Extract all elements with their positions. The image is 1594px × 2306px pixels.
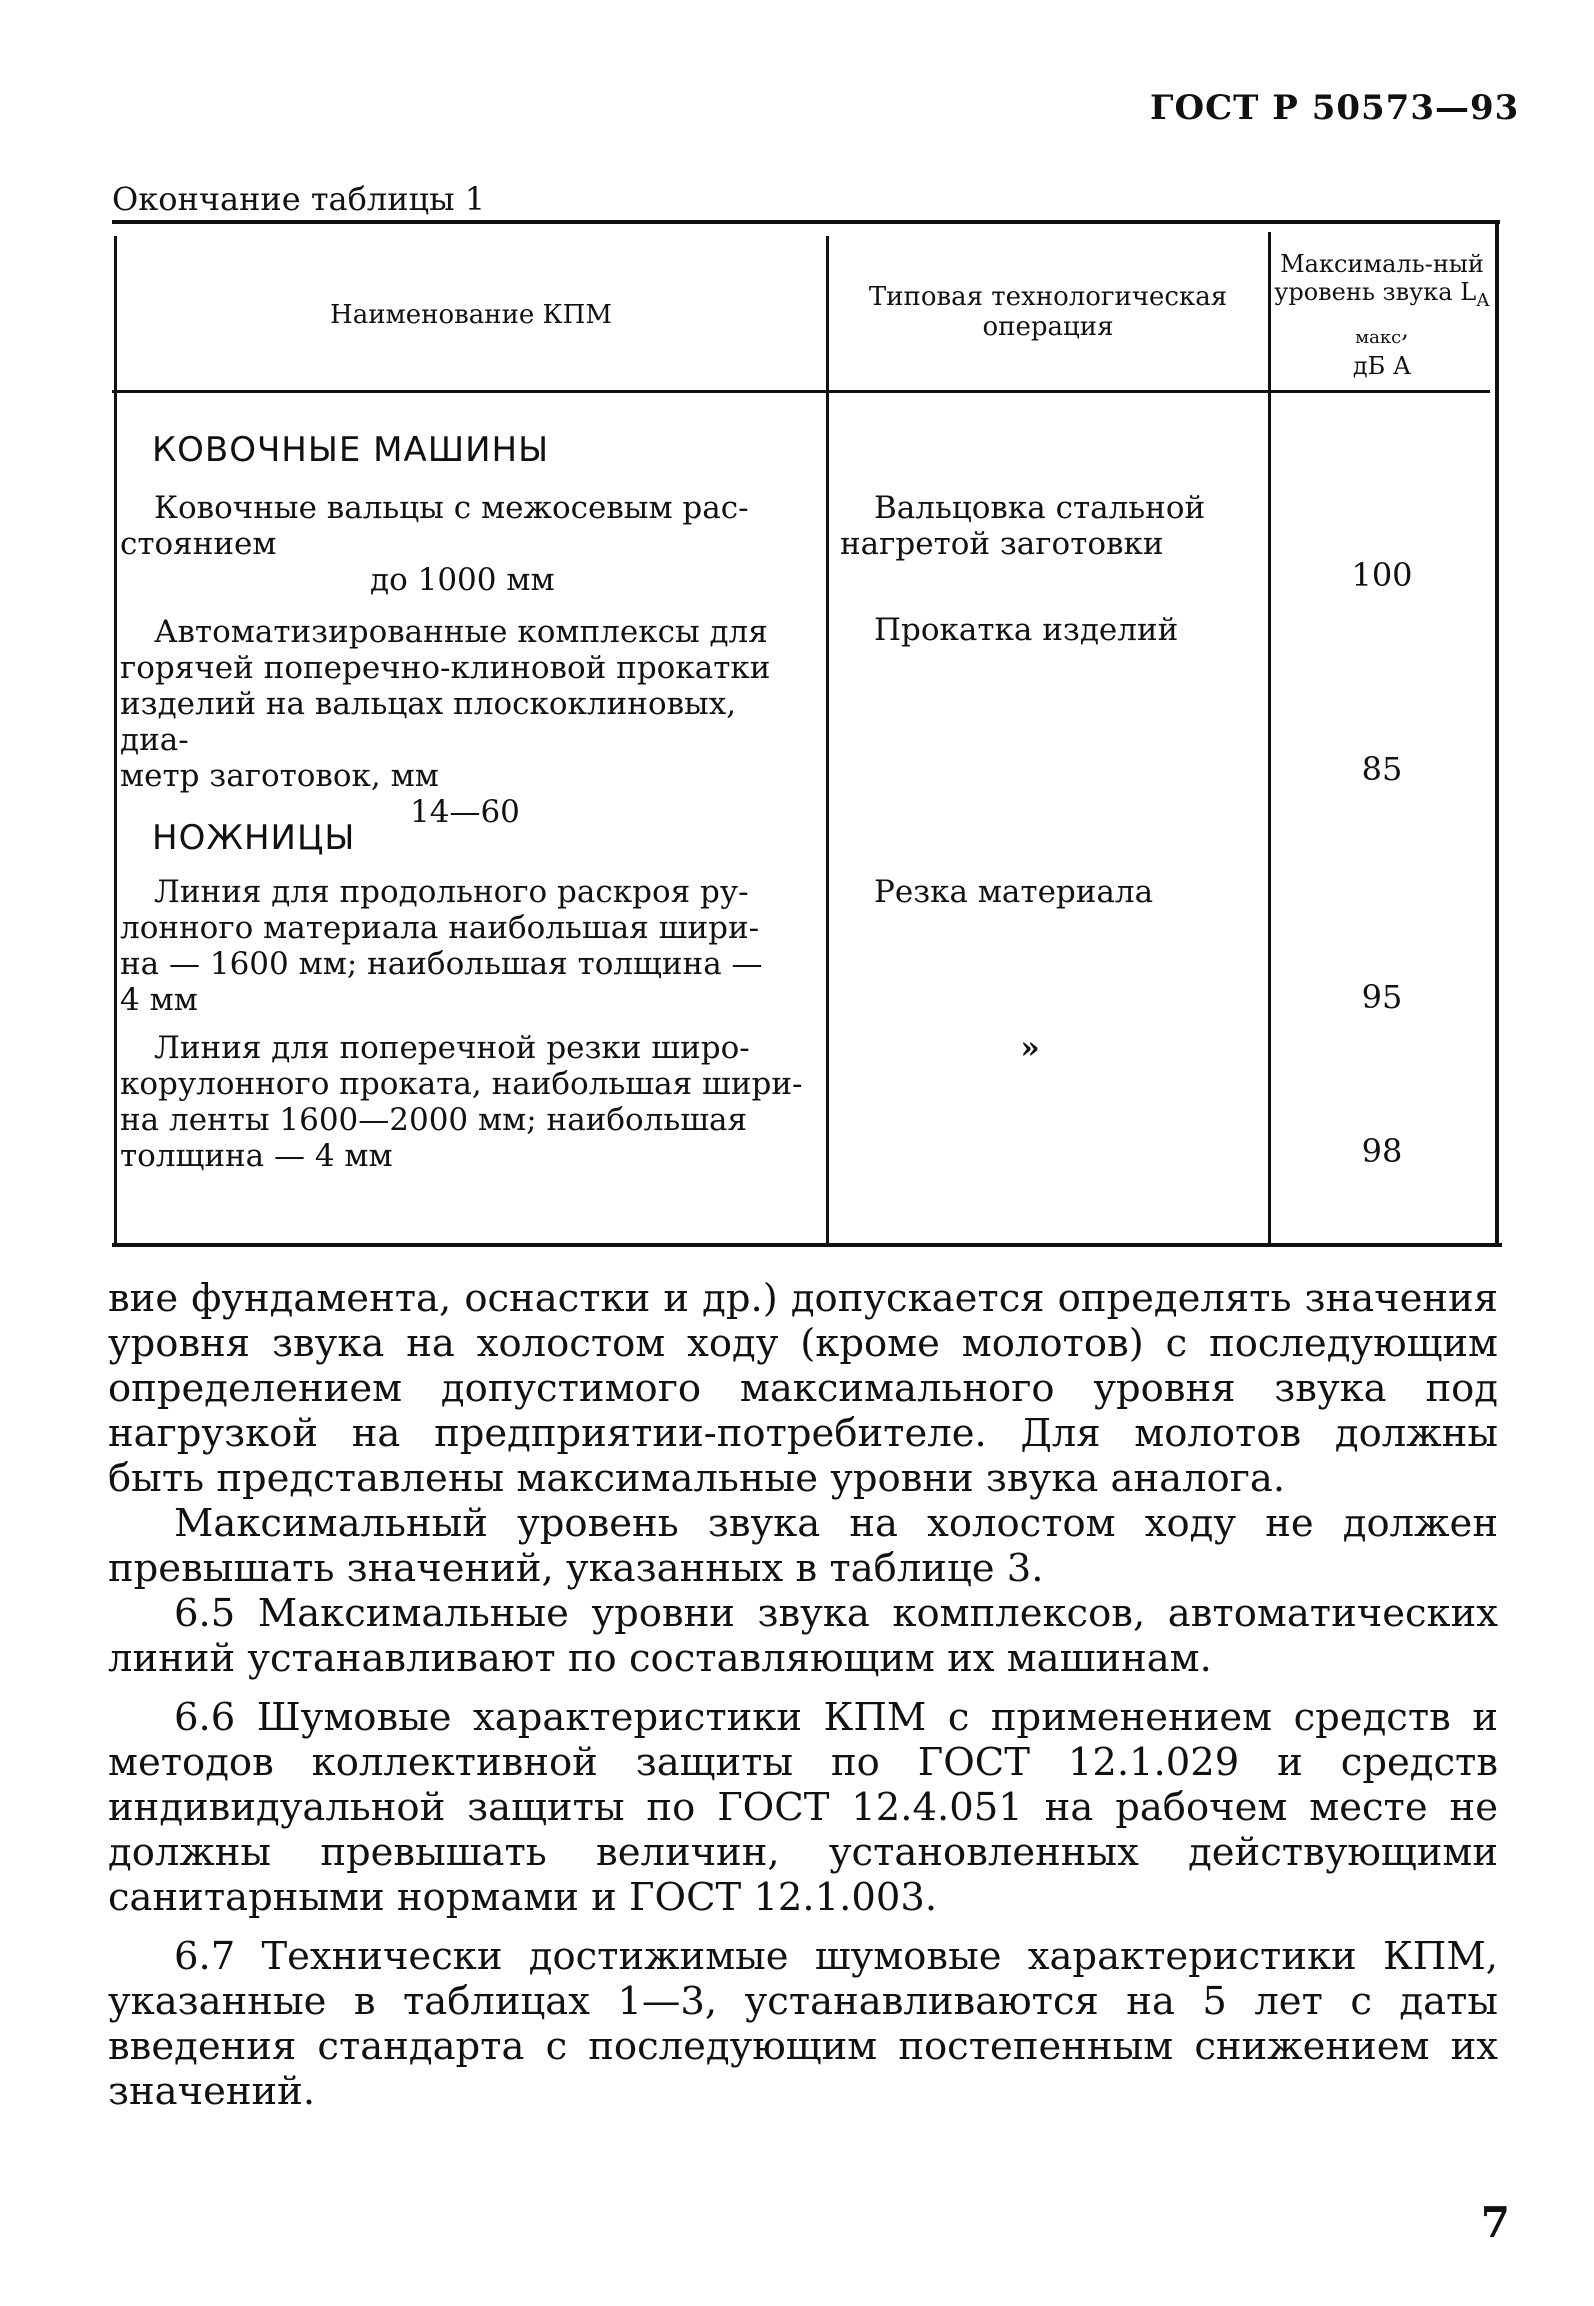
paragraph-6-5: 6.5 Максимальные уровни звука комплексов, автоматических линий устанавливают по составляющим их машинам. [108,1591,1498,1681]
paragraph-idle-level: Максимальный уровень звука на холостом ходу не должен превышать значений, указанных в таблице 3. [108,1501,1498,1591]
operation-line: нагретой заготовки [840,526,1164,562]
paragraph-6-6: 6.6 Шумовые характеристики КПМ с применением средств и методов коллективной защиты по ГОСТ 12.1.029 и средств индивидуальной защиты по ГОСТ 12.4.051 на рабочем месте не должны превышать величин, установленных действующими санитарными нормами и ГОСТ 12.1.003. [108,1695,1498,1920]
row-name-line: Линия для поперечной резки широ- [154,1030,750,1066]
row-name-line: лонного материала наибольшая шири- [120,910,760,946]
operation-line: Резка материала [874,874,1154,910]
table-caption: Окончание таблицы 1 [112,180,486,218]
table-bottom-border [112,1243,1502,1247]
column-divider-2 [1268,232,1271,1244]
row-level-value: 95 [1361,978,1403,1016]
row-name-line: метр заготовок, мм [120,758,439,794]
column-header-level-unit: дБ А [1352,351,1412,380]
column-header-name: Наименование КПМ [330,300,612,330]
operation-line: Вальцовка стальной [874,490,1206,526]
row-level-value: 85 [1361,750,1403,788]
row-name-line: горячей поперечно-клиновой прокатки [120,650,771,686]
row-name-line: 4 мм [120,982,198,1018]
row-name-line: на — 1600 мм; наибольшая толщина — [120,946,763,982]
page-number: 7 [1480,2198,1510,2247]
section-title-forging: КОВОЧНЫЕ МАШИНЫ [152,430,550,470]
row-name-line: корулонного проката, наибольшая шири- [120,1066,803,1102]
table-right-border [1495,222,1499,1247]
column-header-operation-text: Типовая технологическая операция [868,282,1228,342]
row-operation-ditto: » [1020,1030,1040,1066]
operation-line: Прокатка изделий [874,612,1179,648]
row-name-line: стоянием [120,526,277,562]
row-operation-cutting [874,874,1264,910]
document-code: ГОСТ Р 50573—93 [1150,88,1520,128]
row-name-automated-complexes [120,614,810,830]
table-top-border [112,220,1500,224]
row-name-value: до 1000 мм [370,562,555,598]
column-divider-1 [826,236,829,1244]
column-header-level-subscript: А макс [1355,289,1490,348]
row-name-forging-rolls [120,490,810,598]
column-header-level-text: Максималь-ный уровень звука L [1274,250,1484,306]
row-operation-rolling-products [874,612,1264,648]
row-name-line: Линия для продольного раскроя ру- [154,874,749,910]
paragraph-6-7: 6.7 Технически достижимые шумовые характеристики КПМ, указанные в таблицах 1—3, устанавливаются на 5 лет с даты введения стандарта с последующим постепенным снижением их значений. [108,1934,1498,2114]
row-name-value: 14—60 [410,794,520,830]
row-name-line: толщина — 4 мм [120,1138,393,1174]
row-level-value: 98 [1361,1132,1403,1170]
row-name-line: Ковочные вальцы с межосевым рас- [154,490,749,526]
body-text [108,1276,1498,2114]
row-operation-rolling [840,490,1264,562]
column-header-level: Максималь-ный уровень звука $L_{А макс}$, дБ А [1274,250,1490,380]
row-name-line: изделий на вальцах плоскоклиновых, диа- [120,686,737,758]
column-header-operation [832,282,1264,342]
table-left-border [114,236,117,1244]
row-level-value: 100 [1351,556,1413,594]
row-name-line: на ленты 1600—2000 мм; наибольшая [120,1102,748,1138]
row-name-longitudinal-cutting-line [120,874,810,1018]
row-name-cross-cutting-line [120,1030,810,1174]
paragraph-foundation-note: вие фундамента, оснастки и др.) допускается определять значения уровня звука на холостом ходу (кроме молотов) с последующим определением допустимого максимального уровня звука под нагрузкой на предприятии-потребителе. Для молотов должны быть представлены максимальные уровни звука аналога. [108,1276,1498,1501]
row-name-line: Автоматизированные комплексы для [154,614,768,650]
table-header-border [112,390,1490,393]
section-title-shears: НОЖНИЦЫ [152,818,356,858]
